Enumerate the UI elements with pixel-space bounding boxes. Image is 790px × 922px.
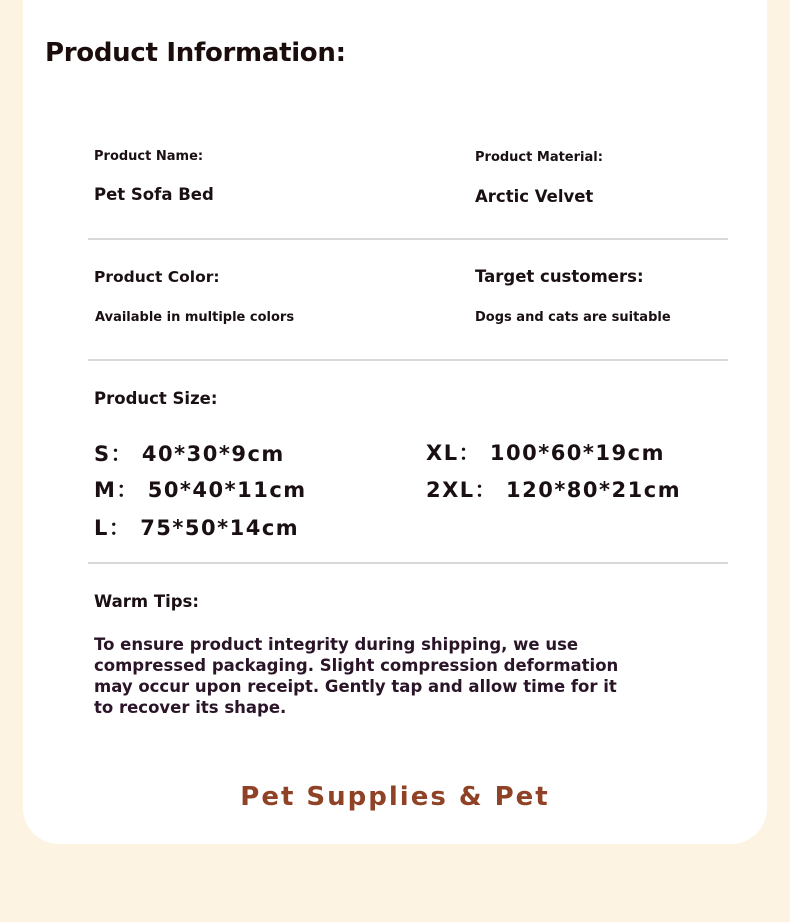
product-size-label: Product Size:	[94, 389, 218, 408]
size-2xl: 2XL： 120*80*21cm	[426, 478, 682, 502]
product-color-value: Available in multiple colors	[95, 310, 295, 325]
target-customers-value: Dogs and cats are suitable	[475, 310, 671, 325]
info-card	[23, 0, 767, 844]
product-name-label: Product Name:	[94, 149, 204, 164]
product-material-label: Product Material:	[475, 150, 603, 165]
size-s: S： 40*30*9cm	[94, 442, 285, 466]
warm-tips-label: Warm Tips:	[94, 592, 199, 611]
brand-name: Pet Supplies & Pet	[240, 782, 550, 812]
product-color-label: Product Color:	[94, 268, 220, 286]
size-l: L： 75*50*14cm	[94, 516, 300, 540]
divider	[88, 359, 728, 361]
target-customers-label: Target customers:	[475, 267, 644, 286]
warm-tips-text: To ensure product integrity during shipping, we use compressed packaging. Slight compression deformation may occur upon receipt. Gently tap and allow time for it to recover its shape.	[94, 635, 619, 717]
divider	[88, 562, 728, 564]
product-material-value: Arctic Velvet	[475, 187, 594, 206]
size-xl: XL： 100*60*19cm	[426, 441, 665, 465]
product-name-value: Pet Sofa Bed	[94, 185, 214, 204]
size-m: M： 50*40*11cm	[94, 478, 307, 502]
divider	[88, 238, 728, 240]
page-title: Product Information:	[45, 38, 346, 68]
